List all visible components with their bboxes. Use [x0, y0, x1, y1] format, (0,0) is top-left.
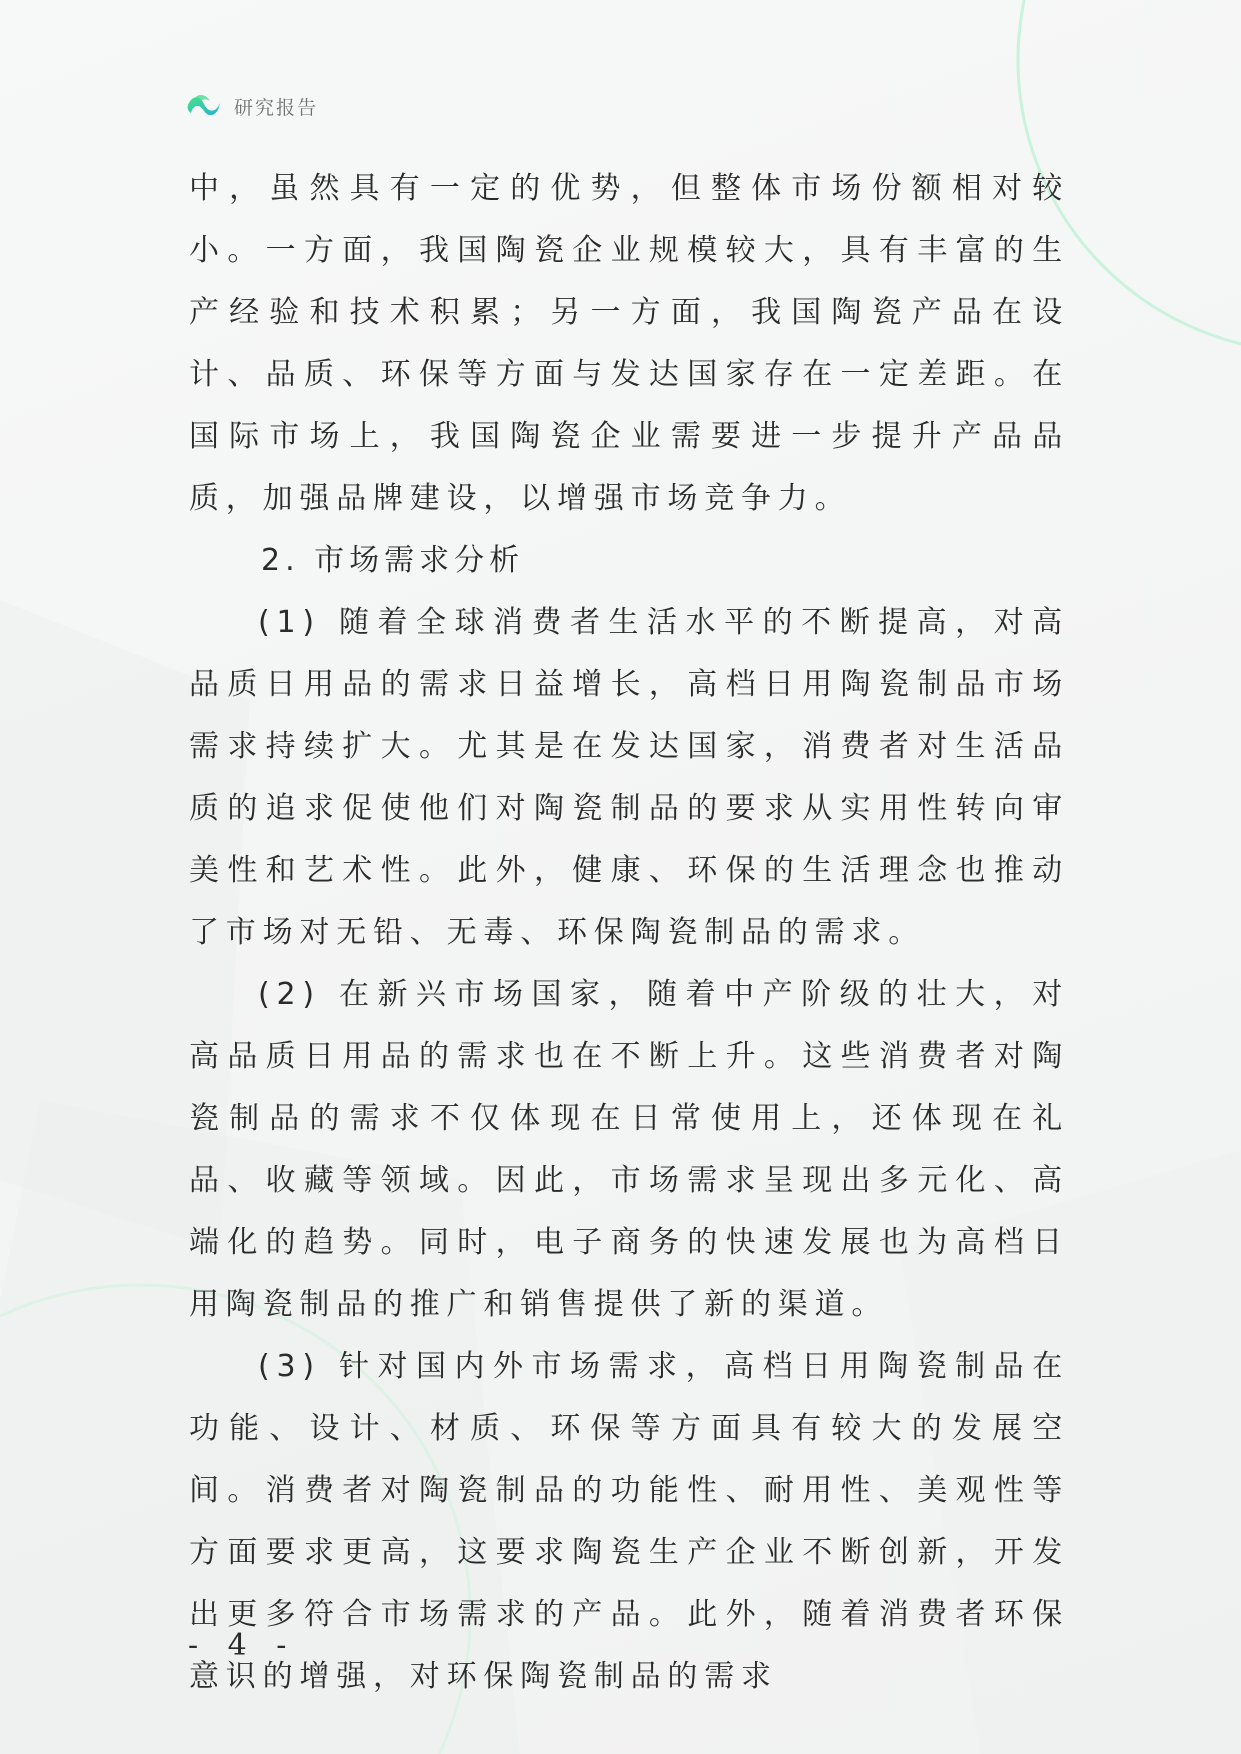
page-number: - 4 - — [188, 1628, 297, 1663]
header-label: 研究报告 — [234, 96, 319, 119]
paragraph-demand-3: (3) 针对国内外市场需求，高档日用陶瓷制品在功能、设计、材质、环保等方面具有较大的发展空间。消费者对陶瓷制品的功能性、耐用性、美观性等方面要求更高，这要求陶瓷生产企业不断创新，开发出更多符合市场需求的产品。此外，随着消费者环保意识的增强，对环保陶瓷制品的需求 — [189, 1349, 1069, 1694]
paragraph-demand-2: (2) 在新兴市场国家，随着中产阶级的壮大，对高品质日用品的需求也在不断上升。这些消费者对陶瓷制品的需求不仅体现在日常使用上，还体现在礼品、收藏等领域。因此，市场需求呈现出多元化、高端化的趋势。同时，电子商务的快速发展也为高档日用陶瓷制品的推广和销售提供了新的渠道。 — [189, 977, 1069, 1322]
paragraph-intro: 中，虽然具有一定的优势，但整体市场份额相对较小。一方面，我国陶瓷企业规模较大，具有丰富的生产经验和技术积累；另一方面，我国陶瓷产品在设计、品质、环保等方面与发达国家存在一定差距。在国际市场上，我国陶瓷企业需要进一步提升产品品质，加强品牌建设，以增强市场竞争力。 — [189, 171, 1069, 516]
report-body — [189, 158, 1069, 1708]
section-heading: 2. 市场需求分析 — [261, 543, 525, 578]
paragraph-demand-1: (1) 随着全球消费者生活水平的不断提高，对高品质日用品的需求日益增长，高档日用陶瓷制品市场需求持续扩大。尤其是在发达国家，消费者对生活品质的追求促使他们对陶瓷制品的要求从实用性转向审美性和艺术性。此外，健康、环保的生活理念也推动了市场对无铅、无毒、环保陶瓷制品的需求。 — [189, 605, 1069, 950]
brand-logo-icon — [186, 91, 222, 121]
page-header — [186, 88, 318, 124]
